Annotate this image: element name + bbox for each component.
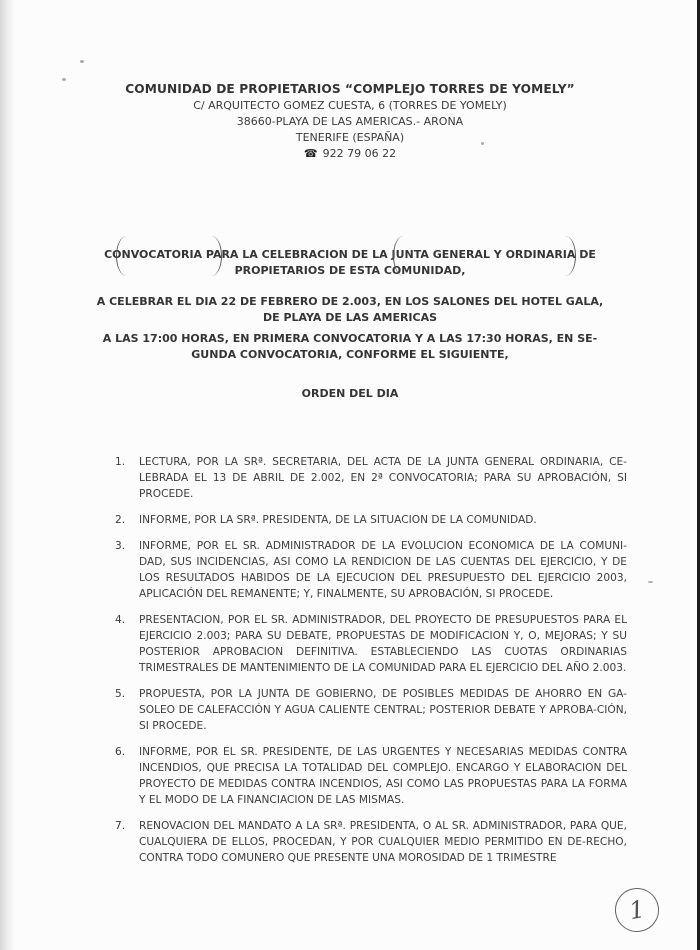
handwritten-bracket-mark — [201, 236, 222, 276]
agenda-item-text: LECTURA, POR LA SRª. SECRETARIA, DEL ACTA DE LA JUNTA GENERAL ORDINARIA, CE-LEBRADA EL 13 DE ABRIL DE 2.002, EN 2ª CONVOCATORIA; PARA SU APROBACIÓN, SI PROCEDE. — [139, 456, 627, 500]
convocation-line-2: PROPIETARIOS DE ESTA COMUNIDAD, — [234, 264, 466, 277]
convocation-line-1: CONVOCATORIA PARA LA CELEBRACION DE LA JUNTA GENERAL Y ORDINARIA DE — [104, 248, 596, 261]
convocation-line-5: A LAS 17:00 HORAS, EN PRIMERA CONVOCATORIA Y A LAS 17:30 HORAS, EN SE- — [102, 332, 598, 345]
agenda-item-number: 6. — [115, 746, 126, 758]
telephone-icon: ☎ — [303, 147, 318, 160]
letterhead — [0, 82, 700, 162]
convocation-line-4: DE PLAYA DE LAS AMERICAS — [262, 311, 438, 324]
agenda-item — [115, 538, 627, 602]
agenda-item-number: 7. — [115, 820, 126, 832]
address-line-2: 38660-PLAYA DE LAS AMERICAS.- ARONA — [236, 115, 464, 128]
agenda-item — [115, 818, 627, 866]
handwritten-page-number: 1 — [612, 885, 663, 936]
agenda-item — [115, 744, 627, 808]
agenda-item-text: PRESENTACION, POR EL SR. ADMINISTRADOR, DEL PROYECTO DE PRESUPUESTOS PARA EL EJERCICIO 2.003; PARA SU DEBATE, PROPUESTAS DE MODIFICACION Y, O, MEJORAS; Y SU POSTERIOR APROBACION DEFINITIVA. ESTABLECIENDO LAS CUOTAS ORDINARIAS TRIMESTRALES DE MANTENIMIENTO DE LA COMUNIDAD PARA EL EJERCICIO DEL AÑO 2.003. — [139, 614, 627, 674]
phone-line — [0, 146, 700, 162]
date-venue-paragraph — [0, 294, 700, 326]
agenda-item-number: 3. — [115, 540, 126, 552]
convocation-line-3: A CELEBRAR EL DIA 22 DE FEBRERO DE 2.003, EN LOS SALONES DEL HOTEL GALA, — [96, 295, 604, 308]
agenda-item-number: 5. — [115, 688, 126, 700]
agenda-item-text: INFORME, POR LA SRª. PRESIDENTA, DE LA SITUACION DE LA COMUNIDAD. — [139, 514, 537, 526]
agenda-item-text: INFORME, POR EL SR. ADMINISTRADOR DE LA EVOLUCION ECONOMICA DE LA COMUNI-DAD, SUS INCIDENCIAS, ASI COMO LA RENDICION DE LAS CUENTAS DEL EJERCICIO, Y DE LOS RESULTADOS HABIDOS DE LA EJECUCION DEL PRESUPUESTO DEL EJERCICIO 2003, APLICACIÓN DEL REMANENTE; Y, FINALMENTE, SU APROBACIÓN, SI PROCEDE. — [139, 540, 627, 600]
agenda-item — [115, 686, 627, 734]
handwritten-bracket-mark — [116, 236, 137, 276]
agenda-item-text: RENOVACION DEL MANDATO A LA SRª. PRESIDENTA, O AL SR. ADMINISTRADOR, PARA QUE, CUALQUIERA DE ELLOS, PROCEDAN, Y POR CUALQUIER MEDIO PERMITIDO EN DE-RECHO, CONTRA TODO COMUNERO QUE PRESENTE UNA MOROSIDAD DE 1 TRIMESTRE — [139, 820, 627, 864]
agenda-list — [115, 454, 627, 866]
address-line-3: TENERIFE (ESPAÑA) — [295, 131, 405, 144]
address-line-1: C/ ARQUITECTO GOMEZ CUESTA, 6 (TORRES DE YOMELY) — [193, 99, 507, 112]
scan-speck — [80, 60, 84, 63]
agenda-item-number: 4. — [115, 614, 126, 626]
phone-number: 922 79 06 22 — [322, 147, 397, 160]
community-title: COMUNIDAD DE PROPIETARIOS “COMPLEJO TORRES DE YOMELY” — [125, 82, 575, 96]
agenda-item — [115, 454, 627, 502]
agenda-item-number: 1. — [115, 456, 126, 468]
agenda-item-number: 2. — [115, 514, 126, 526]
agenda-item — [115, 612, 627, 676]
agenda-title: ORDEN DEL DIA — [301, 387, 399, 400]
times-paragraph — [0, 331, 700, 363]
agenda-item — [115, 512, 627, 528]
convocation-paragraph — [0, 247, 700, 279]
convocation-line-6: GUNDA CONVOCATORIA, CONFORME EL SIGUIENTE, — [191, 348, 509, 361]
scan-speck — [481, 142, 484, 145]
scan-speck — [648, 581, 653, 583]
agenda-item-text: PROPUESTA, POR LA JUNTA DE GOBIERNO, DE POSIBLES MEDIDAS DE AHORRO EN GA-SOLEO DE CALEFACCIÓN Y AGUA CALIENTE CENTRAL; POSTERIOR DEBATE Y APROBA-CIÓN, SI PROCEDE. — [139, 688, 627, 732]
handwritten-bracket-mark — [555, 236, 576, 276]
scan-speck — [62, 78, 66, 81]
agenda-item-text: INFORME, POR EL SR. PRESIDENTE, DE LAS URGENTES Y NECESARIAS MEDIDAS CONTRA INCENDIOS, QUE PRECISA LA TOTALIDAD DEL COMPLEJO. ENCARGO Y ELABORACION DEL PROYECTO DE MEDIDAS CONTRA INCENDIOS, ASI COMO LAS PROPUESTAS PARA LA FORMA Y EL MODO DE LA FINANCIACION DE LAS MISMAS. — [139, 746, 627, 806]
handwritten-bracket-mark — [393, 236, 414, 276]
